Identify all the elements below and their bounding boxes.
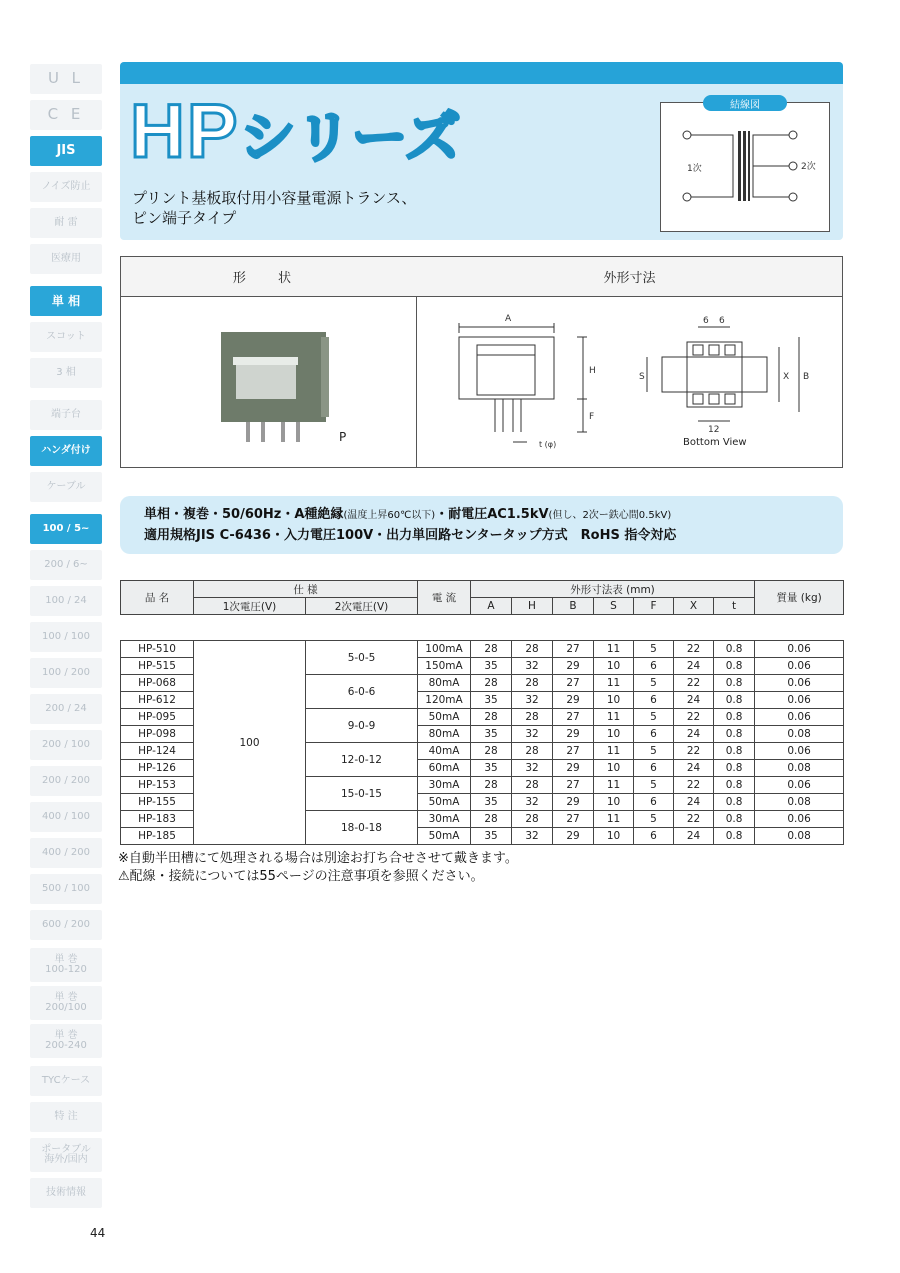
side-tab-200-200[interactable]: 200 / 200 (30, 766, 102, 796)
page-title (130, 89, 461, 174)
cell-x: 22 (674, 709, 714, 726)
cell-f: 6 (634, 794, 674, 811)
cell-b: 27 (553, 811, 594, 828)
cell-mass: 0.06 (755, 777, 844, 794)
dim-12-label: 12 (708, 425, 720, 435)
spec-line-2: 適用規格JIS C-6436・入力電圧100V・出力単回路センタータップ方式 RoHS 指令対応 (144, 528, 677, 543)
header-strip (120, 62, 843, 84)
cell-f: 5 (634, 777, 674, 794)
cell-s: 11 (594, 743, 634, 760)
side-tab-medical[interactable]: 医療用 (30, 244, 102, 274)
cell-s: 10 (594, 658, 634, 675)
side-tab-scott[interactable]: スコット (30, 322, 102, 352)
primary-label: 1次 (687, 164, 702, 174)
cell-f: 5 (634, 675, 674, 692)
wiring-diagram (660, 99, 830, 232)
transformer-photo (121, 297, 417, 467)
cell-b: 27 (553, 743, 594, 760)
cell-x: 24 (674, 658, 714, 675)
subtitle-line2: ピン端子タイプ (132, 209, 237, 227)
cell-secondary-voltage: 9-0-9 (306, 709, 418, 743)
note-wiring: ⚠配線・接続については55ページの注意事項を参照ください。 (118, 869, 484, 884)
cell-name: HP-510 (121, 641, 194, 658)
cell-s: 11 (594, 675, 634, 692)
th-name: 品 名 (121, 581, 194, 615)
secondary-label: 2次 (801, 162, 816, 172)
dim-f-label: F (589, 412, 595, 422)
cell-h: 32 (512, 794, 553, 811)
cell-t: 0.8 (714, 811, 755, 828)
page-number: 44 (90, 1226, 106, 1240)
subtitle-line1: プリント基板取付用小容量電源トランス、 (132, 189, 417, 207)
cell-t: 0.8 (714, 777, 755, 794)
side-tab-200-6[interactable]: 200 / 6~ (30, 550, 102, 580)
side-tab-400-200[interactable]: 400 / 200 (30, 838, 102, 868)
page-subtitle (132, 188, 416, 228)
cell-s: 10 (594, 726, 634, 743)
cell-x: 24 (674, 760, 714, 777)
cell-current: 50mA (418, 709, 471, 726)
cell-b: 27 (553, 709, 594, 726)
cell-b: 29 (553, 828, 594, 845)
side-tab-auto-100-120[interactable]: 単 巻 100-120 (30, 948, 102, 982)
cell-s: 11 (594, 709, 634, 726)
cell-t: 0.8 (714, 641, 755, 658)
cell-x: 24 (674, 794, 714, 811)
cell-a: 35 (471, 760, 512, 777)
spec-line-1 (144, 505, 819, 526)
cell-h: 32 (512, 760, 553, 777)
cell-h: 32 (512, 726, 553, 743)
side-tab-100-24[interactable]: 100 / 24 (30, 586, 102, 616)
th-f: F (634, 598, 674, 615)
cell-s: 11 (594, 777, 634, 794)
cell-t: 0.8 (714, 743, 755, 760)
wiring-diagram-icon (661, 103, 829, 231)
th-h: H (512, 598, 553, 615)
cell-h: 28 (512, 777, 553, 794)
side-tab-ul[interactable]: U L (30, 64, 102, 94)
th-b: B (553, 598, 594, 615)
cell-mass: 0.06 (755, 692, 844, 709)
cell-t: 0.8 (714, 760, 755, 777)
cell-s: 10 (594, 692, 634, 709)
cell-name: HP-515 (121, 658, 194, 675)
cell-secondary-voltage: 5-0-5 (306, 641, 418, 675)
cell-x: 22 (674, 743, 714, 760)
table-gap-row (121, 615, 844, 641)
cell-a: 28 (471, 777, 512, 794)
cell-x: 22 (674, 641, 714, 658)
th-secondary: 2次電圧(V) (306, 598, 418, 615)
cell-s: 11 (594, 641, 634, 658)
cell-a: 28 (471, 811, 512, 828)
cell-b: 27 (553, 777, 594, 794)
cell-current: 120mA (418, 692, 471, 709)
th-spec: 仕 様 (194, 581, 418, 598)
cell-current: 50mA (418, 828, 471, 845)
side-tab-3phase[interactable]: 3 相 (30, 358, 102, 388)
cell-name: HP-095 (121, 709, 194, 726)
cell-name: HP-098 (121, 726, 194, 743)
th-mass: 質量 (kg) (755, 581, 844, 615)
cell-name: HP-612 (121, 692, 194, 709)
side-tab-lightning[interactable]: 耐 雷 (30, 208, 102, 238)
side-tab-solder[interactable]: ハンダ付け (30, 436, 102, 466)
cell-t: 0.8 (714, 675, 755, 692)
side-tab-200-100[interactable]: 200 / 100 (30, 730, 102, 760)
dim-t-label: t (φ) (539, 440, 557, 449)
side-tab-jis[interactable]: JIS (30, 136, 102, 166)
cell-f: 5 (634, 641, 674, 658)
dimensions-header: 外形寸法 (417, 257, 842, 297)
cell-f: 6 (634, 658, 674, 675)
th-dims: 外形寸法表 (mm) (471, 581, 755, 598)
cell-a: 35 (471, 828, 512, 845)
cell-a: 28 (471, 743, 512, 760)
cell-b: 29 (553, 726, 594, 743)
cell-mass: 0.08 (755, 794, 844, 811)
cell-mass: 0.06 (755, 709, 844, 726)
cell-b: 29 (553, 692, 594, 709)
cell-x: 24 (674, 828, 714, 845)
cell-mass: 0.06 (755, 658, 844, 675)
cell-h: 32 (512, 658, 553, 675)
spec-table-body (121, 615, 844, 845)
side-tab-600-200[interactable]: 600 / 200 (30, 910, 102, 940)
cell-secondary-voltage: 6-0-6 (306, 675, 418, 709)
cell-f: 5 (634, 811, 674, 828)
dim-x-label: X (783, 372, 790, 382)
cell-x: 22 (674, 811, 714, 828)
side-tab-100-200[interactable]: 100 / 200 (30, 658, 102, 688)
side-tab-500-100[interactable]: 500 / 100 (30, 874, 102, 904)
cell-f: 6 (634, 692, 674, 709)
side-tab-100-100[interactable]: 100 / 100 (30, 622, 102, 652)
cell-mass: 0.06 (755, 811, 844, 828)
cell-h: 28 (512, 709, 553, 726)
side-tab-terminal[interactable]: 端子台 (30, 400, 102, 430)
cell-mass: 0.06 (755, 743, 844, 760)
cell-name: HP-126 (121, 760, 194, 777)
cell-t: 0.8 (714, 726, 755, 743)
cell-x: 24 (674, 692, 714, 709)
cell-b: 29 (553, 658, 594, 675)
shape-column (121, 257, 417, 467)
cell-t: 0.8 (714, 709, 755, 726)
cell-secondary-voltage: 18-0-18 (306, 811, 418, 845)
cell-primary-voltage: 100 (194, 641, 306, 845)
bottom-view-label: Bottom View (683, 437, 747, 448)
spec-line1-main: 単相・複巻・50/60Hz・A種絶縁 (144, 507, 344, 522)
cell-current: 80mA (418, 675, 471, 692)
cell-f: 6 (634, 726, 674, 743)
photo-caption: P (339, 430, 347, 444)
dim-6b-label: 6 (719, 316, 725, 326)
spec-summary (120, 496, 843, 554)
cell-s: 10 (594, 794, 634, 811)
cell-current: 100mA (418, 641, 471, 658)
cell-s: 10 (594, 828, 634, 845)
spec-line1-main2: ・耐電圧AC1.5kV (435, 507, 549, 522)
spec-table (120, 580, 844, 845)
side-tab-auto-200-240[interactable]: 単 巻 200-240 (30, 1024, 102, 1058)
spec-line1-small2: (但し、2次ー鉄心間0.5kV) (548, 510, 672, 521)
cell-name: HP-183 (121, 811, 194, 828)
cell-current: 30mA (418, 777, 471, 794)
th-s: S (594, 598, 634, 615)
cell-a: 35 (471, 726, 512, 743)
cell-current: 40mA (418, 743, 471, 760)
cell-current: 30mA (418, 811, 471, 828)
dim-b-label: B (803, 372, 810, 382)
cell-current: 60mA (418, 760, 471, 777)
cell-h: 28 (512, 811, 553, 828)
cell-b: 27 (553, 641, 594, 658)
cell-t: 0.8 (714, 692, 755, 709)
cell-a: 28 (471, 709, 512, 726)
cell-h: 28 (512, 675, 553, 692)
side-tab-portable[interactable]: ポータブル 海外/国内 (30, 1138, 102, 1172)
cell-secondary-voltage: 12-0-12 (306, 743, 418, 777)
cell-s: 10 (594, 760, 634, 777)
cell-t: 0.8 (714, 794, 755, 811)
series-header (120, 62, 843, 240)
cell-mass: 0.08 (755, 760, 844, 777)
cell-x: 22 (674, 675, 714, 692)
shape-header: 形 状 (121, 257, 417, 297)
side-tab-single-phase[interactable]: 単 相 (30, 286, 102, 316)
cell-name: HP-185 (121, 828, 194, 845)
cell-f: 6 (634, 828, 674, 845)
cell-h: 32 (512, 692, 553, 709)
th-a: A (471, 598, 512, 615)
cell-f: 6 (634, 760, 674, 777)
cell-a: 35 (471, 794, 512, 811)
cell-h: 28 (512, 641, 553, 658)
th-current: 電 流 (418, 581, 471, 615)
cell-mass: 0.06 (755, 675, 844, 692)
cell-f: 5 (634, 709, 674, 726)
cell-b: 27 (553, 675, 594, 692)
dim-6a-label: 6 (703, 316, 709, 326)
table-row (121, 641, 844, 658)
cell-b: 29 (553, 794, 594, 811)
cell-a: 28 (471, 675, 512, 692)
cell-name: HP-153 (121, 777, 194, 794)
side-tab-custom[interactable]: 特 注 (30, 1102, 102, 1132)
title-series: シリーズ (239, 106, 461, 169)
wiring-diagram-title: 結線図 (703, 95, 787, 111)
cell-secondary-voltage: 15-0-15 (306, 777, 418, 811)
cell-a: 35 (471, 692, 512, 709)
cell-mass: 0.08 (755, 726, 844, 743)
cell-name: HP-068 (121, 675, 194, 692)
cell-x: 22 (674, 777, 714, 794)
side-tab-200-24[interactable]: 200 / 24 (30, 694, 102, 724)
shape-dimensions-panel (120, 256, 843, 468)
dim-s-label: S (639, 372, 645, 382)
cell-current: 50mA (418, 794, 471, 811)
th-primary: 1次電圧(V) (194, 598, 306, 615)
cell-h: 32 (512, 828, 553, 845)
cell-mass: 0.06 (755, 641, 844, 658)
side-tab-noise[interactable]: ノイズ防止 (30, 172, 102, 202)
cell-a: 28 (471, 641, 512, 658)
cell-t: 0.8 (714, 828, 755, 845)
cell-name: HP-124 (121, 743, 194, 760)
cell-h: 28 (512, 743, 553, 760)
cell-x: 24 (674, 726, 714, 743)
cell-a: 35 (471, 658, 512, 675)
th-t: t (714, 598, 755, 615)
dimension-drawing (417, 297, 842, 467)
cell-b: 29 (553, 760, 594, 777)
side-tab-400-100[interactable]: 400 / 100 (30, 802, 102, 832)
dim-a-label: A (505, 314, 512, 324)
cell-name: HP-155 (121, 794, 194, 811)
cell-s: 11 (594, 811, 634, 828)
side-tab-100-5[interactable]: 100 / 5~ (30, 514, 102, 544)
cell-current: 80mA (418, 726, 471, 743)
title-main: HP (130, 89, 240, 174)
cell-mass: 0.08 (755, 828, 844, 845)
cell-t: 0.8 (714, 658, 755, 675)
notes (118, 850, 518, 886)
side-tab-auto-200-100[interactable]: 単 巻 200/100 (30, 986, 102, 1020)
dimensions-column (417, 257, 842, 467)
cell-f: 5 (634, 743, 674, 760)
note-solder: ※自動半田槽にて処理される場合は別途お打ち合せさせて戴きます。 (118, 851, 518, 866)
dim-h-label: H (589, 366, 596, 376)
side-tab-tyc-case[interactable]: TYCケース (30, 1066, 102, 1096)
cell-current: 150mA (418, 658, 471, 675)
side-tab-ce[interactable]: C E (30, 100, 102, 130)
spec-line1-small: (温度上昇60℃以下) (343, 510, 436, 521)
side-tab-tech-info[interactable]: 技術情報 (30, 1178, 102, 1208)
side-tab-cable[interactable]: ケーブル (30, 472, 102, 502)
th-x: X (674, 598, 714, 615)
